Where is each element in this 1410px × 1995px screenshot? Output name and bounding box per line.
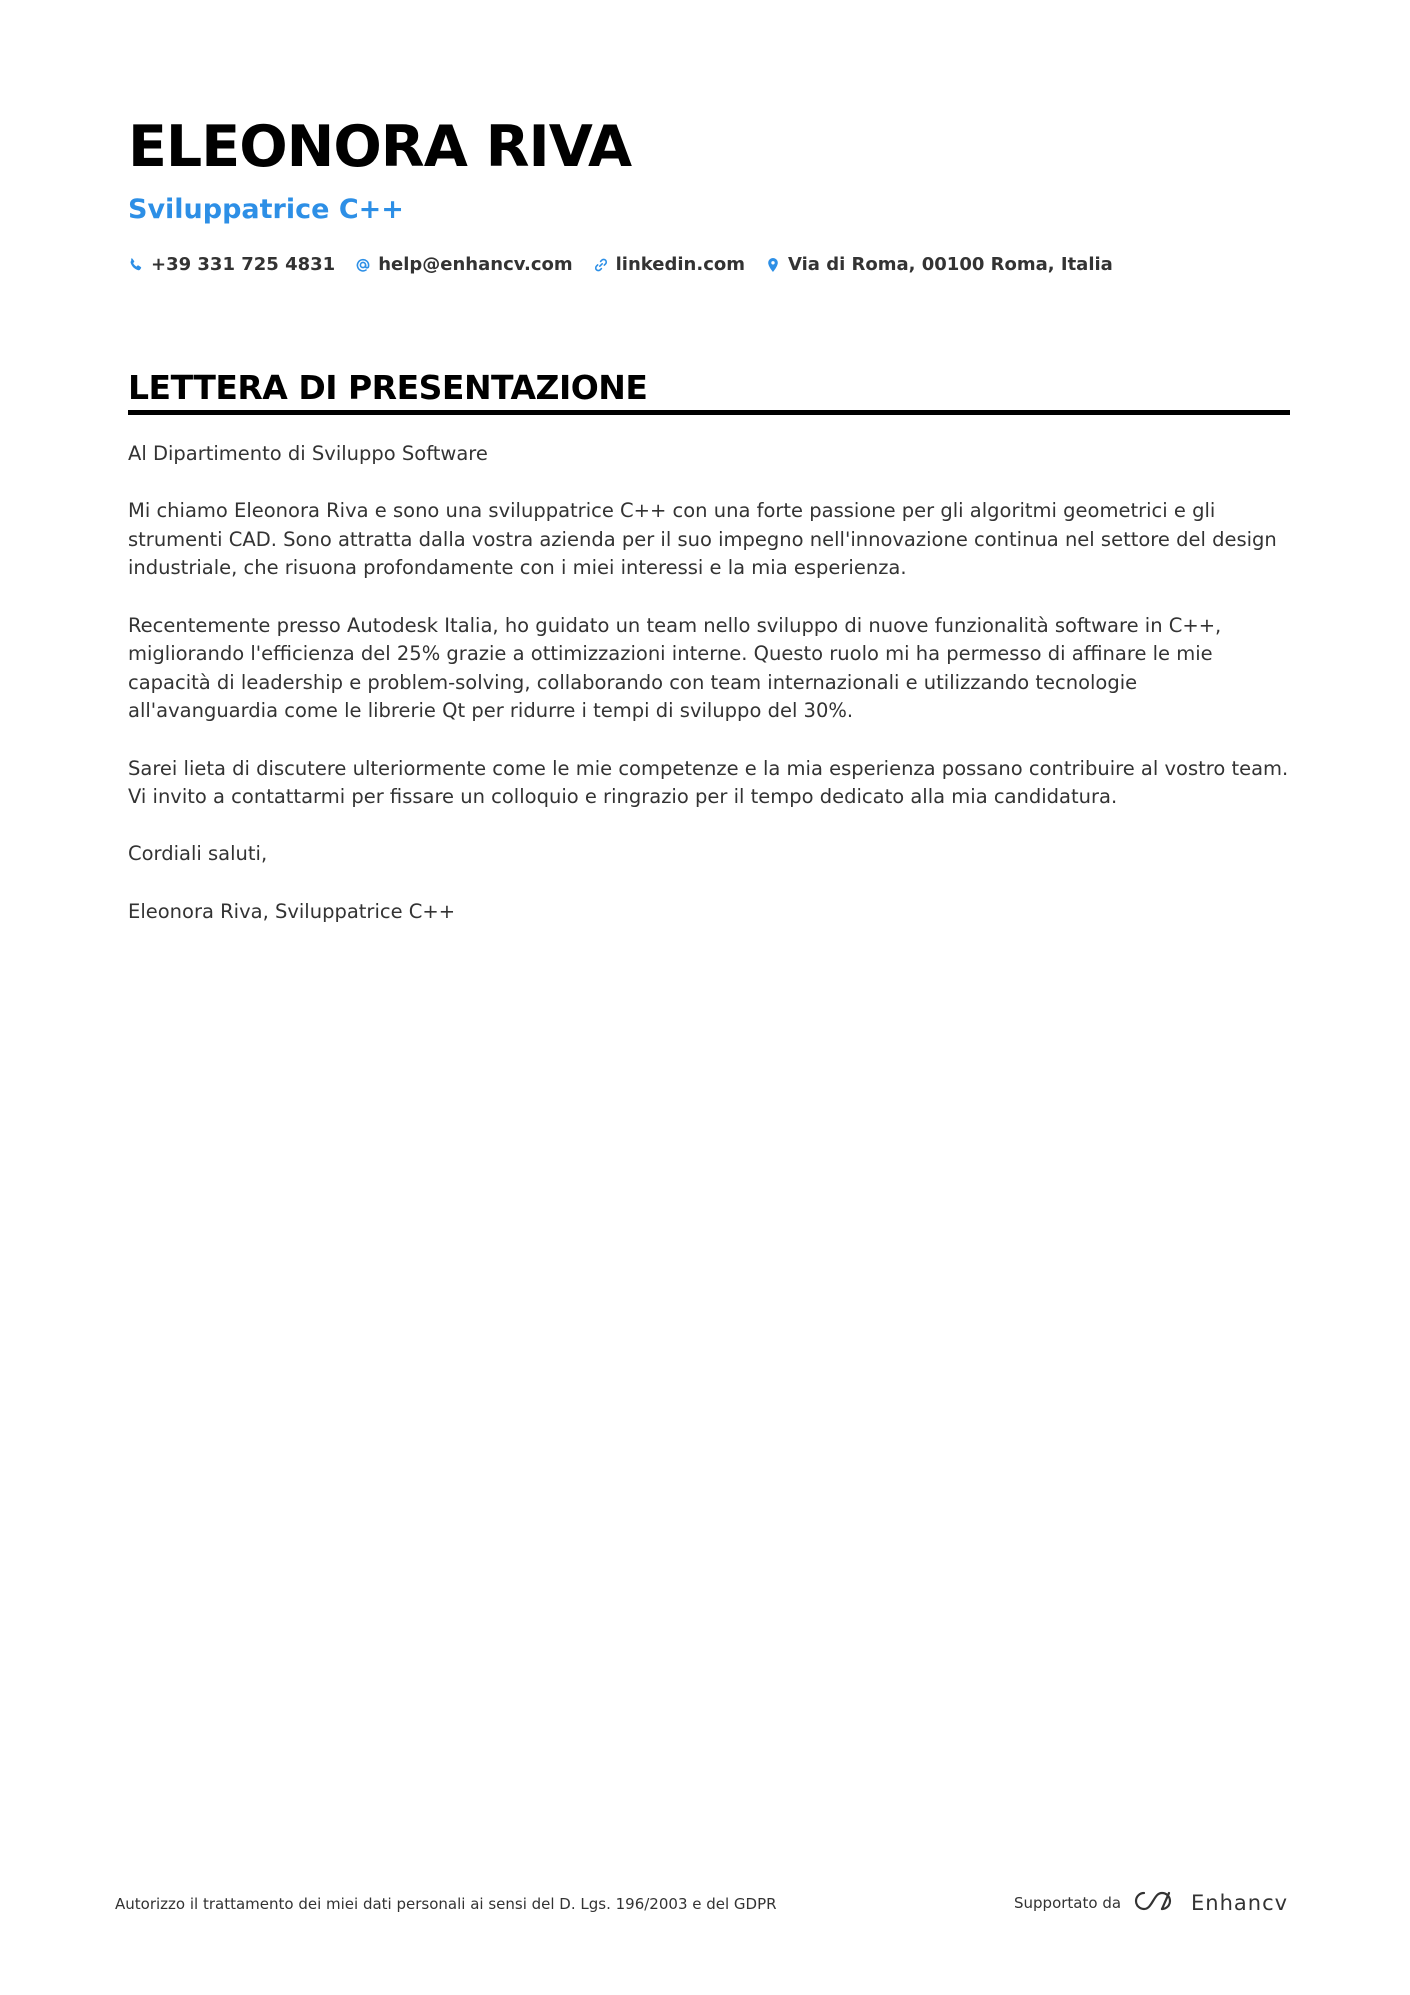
candidate-title: Sviluppatrice C++ [128, 194, 404, 225]
contact-linkedin[interactable] [593, 254, 745, 275]
link-icon [593, 257, 609, 273]
privacy-consent-note: Autorizzo il trattamento dei miei dati personali ai sensi del D. Lgs. 196/2003 e del GDPR [115, 1895, 777, 1913]
powered-by-label: Supportato da [1014, 1894, 1122, 1912]
powered-by[interactable] [1014, 1888, 1288, 1918]
contact-email[interactable] [355, 254, 572, 275]
brand-name: Enhancv [1191, 1891, 1289, 1915]
letter-paragraph: Sarei lieta di discutere ulteriormente come le mie competenze e la mia esperienza possano contribuire al vostro team. Vi invito a contattarmi per fissare un colloquio e ringrazio per il tempo dedicato alla mia candidatura. [128, 756, 1289, 809]
letter-paragraph: Recentemente presso Autodesk Italia, ho guidato un team nello sviluppo di nuove funzionalità software in C++, migliorando l'efficienza del 25% grazie a ottimizzazioni interne. Questo ruolo mi ha permesso di affinare le mie capacità di leadership e problem-solving, collaborando con team internazionali e utilizzando tecnologie all'avanguardia come le librerie Qt per ridurre i tempi di sviluppo del 30%. [128, 613, 1222, 723]
phone-icon [128, 257, 144, 273]
letter-signature: Eleonora Riva, Sviluppatrice C++ [128, 899, 456, 923]
letter-recipient: Al Dipartimento di Sviluppo Software [128, 442, 488, 465]
enhancv-logo-icon [1133, 1888, 1191, 1918]
contact-bar [128, 254, 1133, 275]
contact-email-text: help@enhancv.com [378, 254, 573, 275]
candidate-name: ELEONORA RIVA [128, 114, 632, 180]
letter-closing: Cordiali saluti, [128, 842, 268, 866]
at-icon [355, 257, 371, 273]
letter-paragraph: Mi chiamo Eleonora Riva e sono una sviluppatrice C++ con una forte passione per gli algoritmi geometrici e gli strumenti CAD. Sono attratta dalla vostra azienda per il suo impegno nell'innovazione continua nel settore del design industriale, che risuona profondamente con i miei interessi e la mia esperienza. [128, 499, 1277, 580]
letter-body [128, 440, 1290, 955]
section-heading: LETTERA DI PRESENTAZIONE [128, 368, 648, 407]
section-divider [128, 410, 1290, 415]
contact-phone-text: +39 331 725 4831 [151, 254, 336, 275]
contact-linkedin-text: linkedin.com [615, 254, 745, 275]
contact-phone[interactable] [128, 254, 335, 275]
contact-address [765, 254, 1113, 275]
contact-address-text: Via di Roma, 00100 Roma, Italia [788, 254, 1113, 275]
location-pin-icon [765, 257, 781, 273]
